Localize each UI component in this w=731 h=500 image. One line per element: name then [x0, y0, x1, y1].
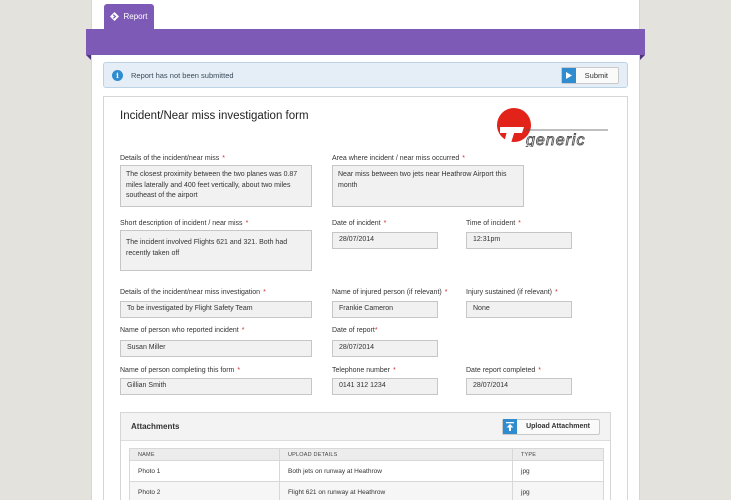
info-icon: i — [112, 70, 123, 81]
attachments-header — [121, 413, 610, 441]
column-header-type: TYPE — [513, 449, 604, 461]
diamond-arrow-icon — [110, 12, 119, 21]
status-message: Report has not been submitted — [131, 70, 234, 80]
label-date-incident: Date of incident * — [332, 220, 387, 227]
play-icon — [562, 68, 576, 83]
upload-label: Upload Attachment — [526, 423, 590, 430]
company-logo — [496, 107, 611, 152]
label-injury: Injury sustained (if relevant) * — [466, 289, 558, 296]
short-desc-field[interactable]: The incident involved Flights 621 and 321. Both had recently taken off — [120, 230, 312, 271]
completer-field[interactable]: Gillian Smith — [120, 378, 312, 395]
table-row[interactable] — [130, 461, 604, 482]
cell-type: jpg — [513, 461, 604, 482]
column-header-name: NAME — [130, 449, 280, 461]
telephone-field[interactable]: 0141 312 1234 — [332, 378, 438, 395]
date-completed-field[interactable]: 28/07/2014 — [466, 378, 572, 395]
label-time-incident: Time of incident * — [466, 220, 521, 227]
logo-text: generic — [526, 132, 586, 147]
area-field[interactable]: Near miss between two jets near Heathrow Airport this month — [332, 165, 524, 207]
attachments-title: Attachments — [131, 422, 180, 431]
submit-button[interactable] — [561, 67, 619, 84]
upload-icon — [503, 419, 517, 434]
cell-details: Flight 621 on runway at Heathrow — [280, 482, 513, 500]
injured-name-field[interactable]: Frankie Cameron — [332, 301, 438, 318]
date-report-field[interactable]: 28/07/2014 — [332, 340, 438, 357]
label-investigation: Details of the incident/near miss investigation * — [120, 289, 266, 296]
header-banner — [86, 29, 645, 55]
investigation-field[interactable]: To be investigated by Flight Safety Team — [120, 301, 312, 318]
page-title: Incident/Near miss investigation form — [120, 110, 309, 122]
table-header-row — [130, 449, 604, 461]
label-date-report: Date of report* — [332, 327, 378, 334]
label-reporter: Name of person who reported incident * — [120, 327, 245, 334]
tab-label: Report — [123, 12, 148, 21]
label-area: Area where incident / near miss occurred * — [332, 155, 465, 162]
cell-name: Photo 1 — [130, 461, 280, 482]
label-completer: Name of person completing this form * — [120, 367, 241, 374]
label-injured-name: Name of injured person (if relevant) * — [332, 289, 448, 296]
column-header-details: UPLOAD DETAILS — [280, 449, 513, 461]
reporter-field[interactable]: Susan Miller — [120, 340, 312, 357]
attachments-panel — [120, 412, 611, 500]
upload-attachment-button[interactable] — [502, 419, 600, 435]
cell-name: Photo 2 — [130, 482, 280, 500]
injury-field[interactable]: None — [466, 301, 572, 318]
status-bar — [103, 62, 628, 88]
tab-report[interactable] — [104, 4, 154, 29]
label-date-completed: Date report completed * — [466, 367, 541, 374]
time-incident-field[interactable]: 12:31pm — [466, 232, 572, 249]
label-details: Details of the incident/near miss * — [120, 155, 225, 162]
cell-details: Both jets on runway at Heathrow — [280, 461, 513, 482]
submit-label: Submit — [584, 70, 608, 80]
cell-type: jpg — [513, 482, 604, 500]
attachments-table — [129, 448, 604, 500]
table-row[interactable] — [130, 482, 604, 500]
label-short-desc: Short description of incident / near miss * — [120, 220, 249, 227]
label-telephone: Telephone number * — [332, 367, 396, 374]
date-incident-field[interactable]: 28/07/2014 — [332, 232, 438, 249]
details-field[interactable]: The closest proximity between the two planes was 0.87 miles laterally and 400 feet vertically, about two miles southeast of the airport — [120, 165, 312, 207]
